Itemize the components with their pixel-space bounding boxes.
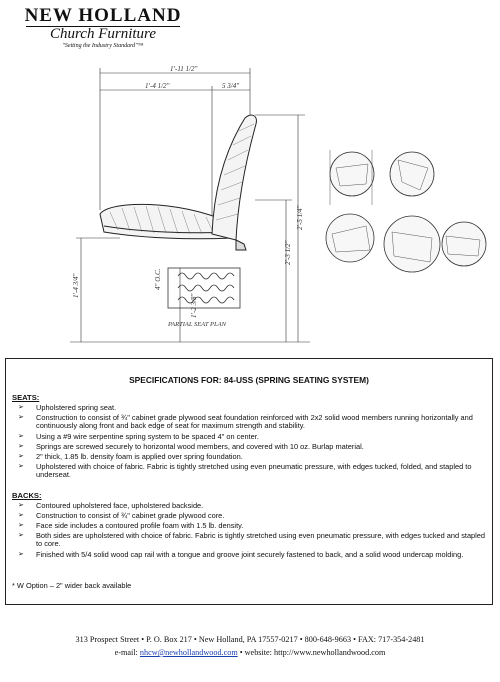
dim-back-offset: 5 3/4" bbox=[222, 82, 240, 90]
dim-back-height: 2'-5 1/4" bbox=[296, 205, 304, 230]
specifications-box: SPECIFICATIONS FOR: 84-USS (SPRING SEATING SYSTEM) SEATS: ➢ Upholstered spring seat. ➢ Construction to consist of ¾" cabinet grade plywood seat foundation reinforced with 2x2 solid wood members running horizontally and continuously along front and back edge of seat for maximum strength and stability. ➢ Using a #9 wire serpentine spring system to be spaced 4" on center. ➢ Springs are screwed securely to horizontal wood members, and covered with 10 oz. Burlap material. ➢ 2" thick, 1.85 lb. density foam is applied over spring foundation. ➢ Upholstered with choice of fabric. Fabric is tightly stretched using even pneumatic pressure, with edges tucked, folded, and stapled to underseat. BACKS: ➢ Contoured upholstered face, upholstered backside. ➢ Construction to consist of ¾" cabinet grade plywood core. ➢ Face side includes a contoured profile foam with 1.5 lb. density. ➢ Both sides are upholstered with choice of fabric. Fabric is tightly stretched using even pneumatic pressure, with edges tucked and stapled to core. ➢ Finished with 5/4 solid wood cap rail with a tongue and groove joint securely fastened to back, and a solid wood undercap molding. * W Option – 2" wider back available bbox=[5, 358, 493, 605]
detail-views bbox=[326, 152, 486, 272]
arrow-bullet-icon: ➢ bbox=[18, 414, 24, 421]
website-link[interactable]: http://www.newhollandwood.com bbox=[273, 648, 386, 657]
seats-heading: SEATS: bbox=[12, 393, 40, 402]
partial-seat-plan bbox=[168, 268, 240, 308]
arrow-bullet-icon: ➢ bbox=[18, 433, 24, 440]
dim-overall-depth: 1'-11 1/2" bbox=[170, 65, 198, 73]
logo-tagline: "Setting the Industry Standard"™ bbox=[62, 43, 144, 49]
spec-title: SPECIFICATIONS FOR: 84-USS (SPRING SEATING SYSTEM) bbox=[129, 375, 369, 385]
dim-spring-spacing: 4" O.C. bbox=[154, 268, 162, 290]
arrow-bullet-icon: ➢ bbox=[18, 522, 24, 529]
arrow-bullet-icon: ➢ bbox=[18, 502, 24, 509]
partial-seat-plan-label: PARTIAL SEAT PLAN bbox=[168, 321, 226, 328]
dim-back-height-2: 2'-3 1/2" bbox=[284, 240, 292, 265]
arrow-bullet-icon: ➢ bbox=[18, 551, 24, 558]
dim-seat-depth: 1'-4 1/2" bbox=[145, 82, 170, 90]
back-profile bbox=[212, 115, 256, 250]
arrow-bullet-icon: ➢ bbox=[18, 532, 24, 539]
footer-address: 313 Prospect Street • P. O. Box 217 • New Holland, PA 17557-0217 • 800-648-9663 • FAX: 717-354-2481 bbox=[75, 635, 425, 644]
w-option-note: * W Option – 2" wider back available bbox=[12, 581, 132, 590]
dim-seat-height: 1'-4 3/4" bbox=[72, 273, 80, 298]
arrow-bullet-icon: ➢ bbox=[18, 453, 24, 460]
email-label: e-mail: bbox=[114, 648, 138, 657]
arrow-bullet-icon: ➢ bbox=[18, 404, 24, 411]
footer-contact bbox=[0, 648, 500, 657]
arrow-bullet-icon: ➢ bbox=[18, 512, 24, 519]
logo-name: NEW HOLLAND bbox=[24, 5, 182, 26]
arrow-bullet-icon: ➢ bbox=[18, 443, 24, 450]
email-link[interactable]: nhcw@newhollandwood.com bbox=[139, 648, 238, 657]
arrow-bullet-icon: ➢ bbox=[18, 463, 24, 470]
website-label: • website: bbox=[239, 648, 272, 657]
logo-subtitle: Church Furniture bbox=[26, 26, 180, 42]
dim-leg-height: 1'-2 3/8" bbox=[190, 293, 198, 318]
backs-heading: BACKS: bbox=[12, 491, 42, 500]
